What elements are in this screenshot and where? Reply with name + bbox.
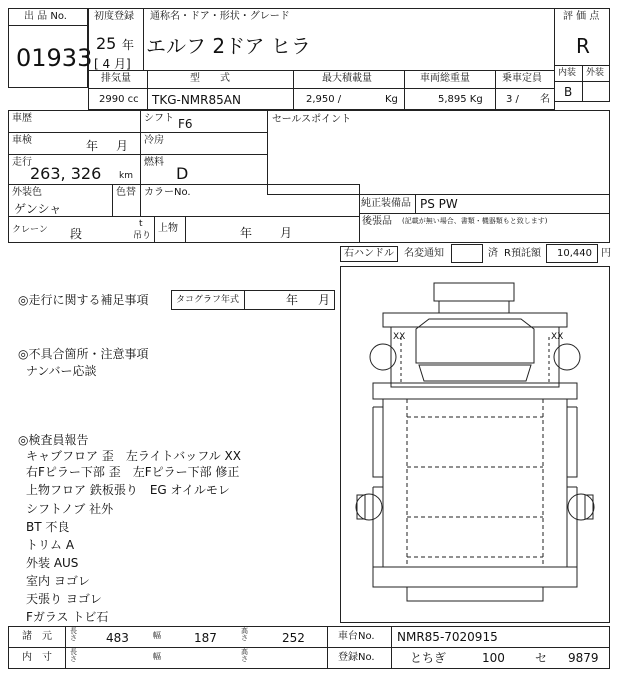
shift-value: F6 — [178, 117, 193, 131]
recycle-prefix: 済 — [488, 248, 498, 259]
shift-label: シフト — [144, 113, 174, 124]
rear-right-wheel — [568, 494, 594, 520]
cab-front-shape — [383, 313, 567, 327]
history-label: 車歴 — [12, 113, 32, 124]
inspector-line: トリム A — [26, 538, 75, 552]
vehicle-diagram — [340, 266, 610, 623]
right-rear-panel — [567, 487, 577, 567]
front-right-wheel — [554, 344, 580, 370]
chassis-value: NMR85-7020915 — [397, 630, 498, 644]
inspector-line: 右Fピラー下部 歪 左Fピラー下部 修正 — [26, 465, 240, 479]
crane-stage: 段 — [70, 227, 83, 241]
inspector-line: 天張り ヨゴレ — [26, 592, 102, 606]
height-label: 高さ — [241, 627, 248, 642]
type-label: 型 式 — [190, 73, 230, 84]
length-label: 長さ — [70, 627, 77, 642]
length2-label: 長さ — [70, 648, 77, 663]
rear-right-tire-detail — [585, 495, 593, 519]
reg-class: 100 — [482, 651, 505, 665]
lot-number: 01933 — [16, 44, 93, 72]
damage-mark-left: XX — [393, 332, 406, 342]
recycle-value: 10,440 — [557, 248, 592, 259]
notice-label: 名変通知 — [404, 248, 444, 259]
mileage-value: 263, 326 — [30, 164, 102, 183]
mileage-unit: km — [119, 171, 133, 181]
capacity-value: 3 / — [506, 94, 519, 105]
gross-weight-value: 5,895 Kg — [438, 94, 483, 105]
exterior-grade-cell — [582, 81, 610, 102]
loading-divider — [185, 216, 186, 243]
inspector-line: シフトノブ 社外 — [26, 502, 114, 516]
reg-label: 登録No. — [338, 652, 375, 663]
displacement-value: 2990 cc — [99, 94, 139, 105]
recycle-label: R預託額 — [504, 248, 541, 259]
interior-dims-label: 内 寸 — [22, 652, 52, 663]
sales-point-label: セールスポイント — [272, 114, 352, 125]
rating-value: R — [576, 34, 590, 58]
fuel-label: 燃料 — [144, 157, 164, 168]
reg-year-unit: 年 — [122, 38, 135, 52]
aftermarket-note: (記載が無い場合、書類・機器類もと致します) — [402, 217, 548, 225]
tacho-label: タコグラフ年式 — [176, 295, 240, 305]
max-load-unit: Kg — [385, 94, 398, 105]
tailgate-shape — [373, 567, 577, 587]
bed-frame — [383, 399, 567, 567]
color-value: ゲンシャ — [14, 202, 62, 216]
first-reg-label: 初度登録 — [94, 11, 134, 22]
loading-label: 上物 — [158, 223, 178, 234]
inspection-label: 車検 — [12, 135, 32, 146]
right-side-panel — [567, 407, 577, 477]
driving-notes-heading: ◎走行に関する補足事項 — [18, 293, 149, 307]
inspector-line: キャブフロア 歪 左ライトバッフル XX — [26, 449, 241, 463]
inspection-month: 月 — [116, 139, 129, 153]
reg-region: とちぎ — [410, 651, 447, 665]
inspector-line: Fガラス トビ石 — [26, 610, 109, 624]
dims-label: 諸 元 — [22, 631, 52, 642]
width-value: 187 — [194, 631, 217, 645]
crane-label: クレーン — [12, 225, 48, 235]
grille-shape — [419, 365, 531, 381]
color-no-label: カラーNo. — [144, 187, 191, 198]
rear-bumper-shape — [407, 587, 543, 601]
inspector-heading: ◎検査員報告 — [18, 433, 89, 447]
ac-label: 冷房 — [144, 135, 164, 146]
notice-box — [451, 244, 483, 263]
equipment-label: 純正装備品 — [361, 198, 411, 209]
equipment-value: PS PW — [420, 197, 458, 211]
loading-year: 年 — [240, 226, 253, 240]
tacho-month: 月 — [318, 293, 331, 307]
defects-heading: ◎不具合箇所・注意事項 — [18, 347, 149, 361]
rear-left-wheel — [356, 494, 382, 520]
interior-label: 内装 — [558, 68, 577, 78]
tacho-year: 年 — [286, 293, 299, 307]
bed-front-panel — [373, 383, 577, 399]
cab-visor-shape — [439, 301, 509, 313]
front-left-wheel — [370, 344, 396, 370]
width-label: 幅 — [153, 631, 161, 640]
mileage-label: 走行 — [12, 157, 32, 168]
tacho-divider — [244, 290, 245, 310]
rear-left-tire-detail — [357, 495, 365, 519]
rating-label: 評 価 点 — [563, 11, 600, 22]
aftermarket-label: 後張品 — [362, 216, 392, 227]
max-load-value: 2,950 / — [306, 94, 342, 105]
fuel-value: D — [176, 164, 189, 183]
displacement-label: 排気量 — [101, 73, 131, 84]
loading-month: 月 — [280, 226, 293, 240]
height-value: 252 — [282, 631, 305, 645]
left-rear-panel — [373, 487, 383, 567]
steering-value: 右ハンドル — [344, 248, 394, 259]
model-code: TKG-NMR85AN — [152, 93, 241, 107]
interior-grade: B — [564, 85, 573, 99]
inspector-line: BT 不良 — [26, 520, 70, 534]
inspector-line: 上物フロア 鉄板張り EG オイルモレ — [26, 483, 230, 497]
reg-month: [ 4 月] — [94, 57, 131, 71]
windshield-shape — [416, 319, 534, 363]
capacity-unit: 名 — [540, 94, 550, 105]
crane-hang: 吊り — [133, 231, 152, 241]
left-side-panel — [373, 407, 383, 477]
equipment-divider — [415, 194, 416, 214]
truck-outline-svg — [341, 267, 609, 622]
damage-mark-right: XX — [551, 332, 564, 342]
height2-label: 高さ — [241, 648, 248, 663]
color-label: 外装色 — [12, 187, 42, 198]
length-value: 483 — [106, 631, 129, 645]
reg-kana: セ — [535, 651, 548, 665]
chassis-label: 車台No. — [338, 631, 375, 642]
gross-weight-label: 車両総重量 — [420, 73, 470, 84]
cab-roof-shape — [434, 283, 514, 301]
inspection-year: 年 — [86, 139, 99, 153]
model-label: 通称名・ドア・形状・グレード — [150, 11, 290, 22]
reg-year: 25 — [96, 34, 117, 53]
inspector-line: 外装 AUS — [26, 556, 79, 570]
capacity-label: 乗車定員 — [502, 73, 542, 84]
max-load-label: 最大積載量 — [322, 73, 372, 84]
inspector-line: 室内 ヨゴレ — [26, 574, 90, 588]
exterior-label: 外装 — [586, 68, 605, 78]
defect-line: ナンバー応談 — [26, 364, 97, 378]
car-name: エルフ 2ドア ヒラ — [146, 34, 311, 58]
width2-label: 幅 — [153, 652, 161, 661]
color-change-label: 色替 — [116, 187, 136, 198]
recycle-unit: 円 — [601, 248, 611, 259]
reg-number: 9879 — [568, 651, 599, 665]
crane-tons: t — [139, 219, 143, 229]
lot-label: 出 品 No. — [24, 11, 67, 22]
